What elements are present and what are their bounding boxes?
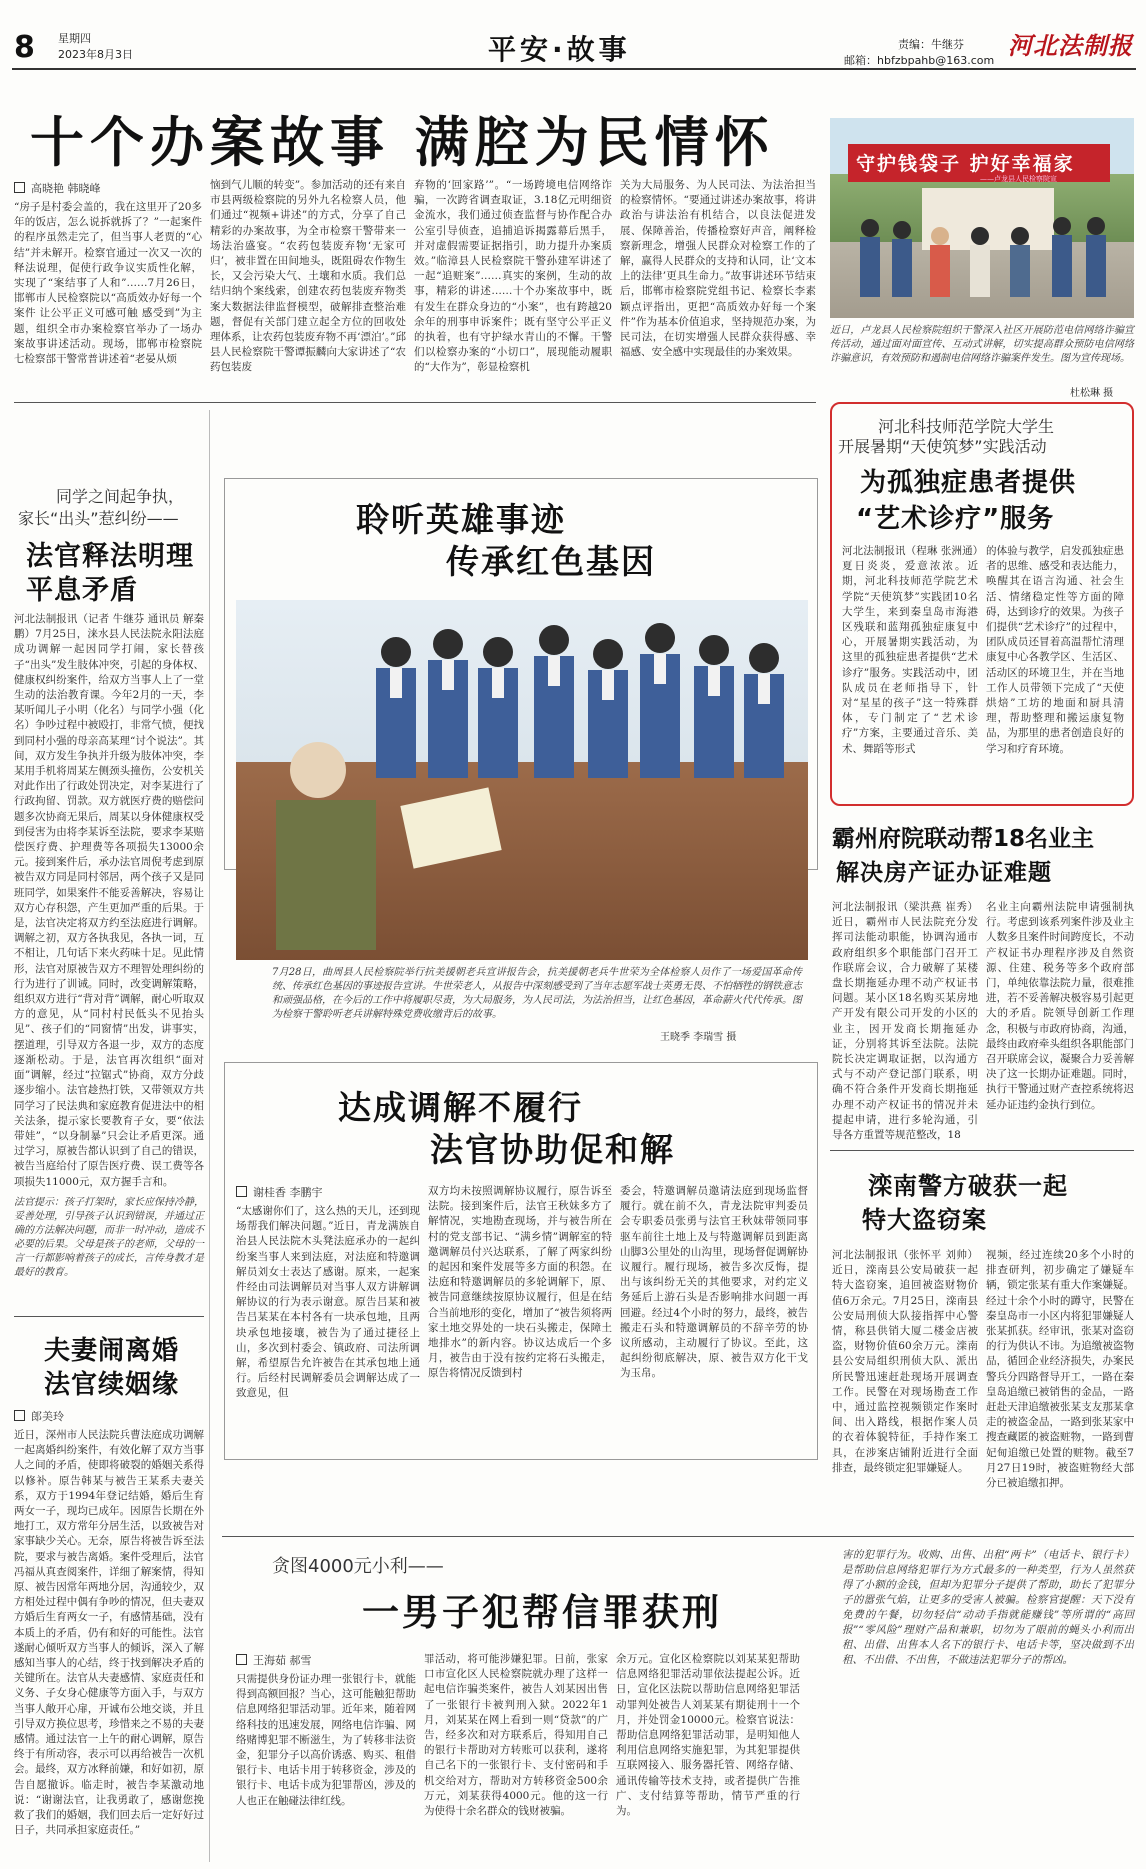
autism-headline-1: 为孤独症患者提供 <box>860 468 1077 498</box>
main-col-3: 弃物的‘回家路’”。“一场跨境电信网络诈骗，一次跨省调查取证，3.18亿元明细资金流水，我们通过侦查监督与协作配合办公室引导侦查，追捕追诉揭露幕后黑手，并对虚假需要证据指引，助力提升办案质效。”临漳县人民检察院干警孙建军讲述了一起“追赃案”……真实的案例，生动的故事，精彩的讲述……十个办案故事中，既有发生在群众身边的“小案”，也有跨越20余年的刑事申诉案件；既有坚守公平正义的执着，也有守护绿水青山的不懈。干警们以检察办案的“小切口”，展现能动履职的“大作为”，彰显检察机 <box>414 179 612 374</box>
mediation-col-2: 双方均未按照调解协议履行，原告诉至法院。接到案件后，法官王秋妹多方了解情况，实地勘查现场，并与被告所在村的党支部书记、“满乡情”调解室的特邀调解员付兴达联系，了解了两家纠纷的起因和案件发展等多方面的积怨。在法庭和特邀调解员的多轮调解下，原、被告同意继续按原协议履行，但是在结合当前地形的变化，增加了“被告须将两家土地交界处的一块石头搬走，保障土地排水”的新内容。协议达成后一个多月，被告由于没有按约定将石头搬走，原告将情况反馈到村 <box>428 1185 612 1380</box>
date: 2023年8月3日 <box>58 48 133 61</box>
mediation-col-1: “太感谢你们了，这么热的天儿，还到现场帮我们解决问题。”近日，青龙满族自治县人民法院木头凳法庭承办的一起纠纷案当事人来到法庭，对法庭和特邀调解员刘女士表达了感谢。原来，一起案件经由司法调解员对当事人双方讲解调解协议的行为表示谢意。原告吕某和被告吕某某在本村各有一块承包地，且两块承包地接壤，被告为了通过捷径上山，多次到村委会、镇政府、司法所调解，希望原告允许被告在其承包地上通行。后经村民调解委员会调解达成了一致意见，但 <box>236 1205 420 1400</box>
fraud-col-3: 余万元。宣化区检察院以刘某某犯帮助信息网络犯罪活动罪依法提起公诉。近日，宣化区法院以帮助信息网络犯罪活动罪判处被告人刘某某有期徒刑十一个月，并处罚金10000元。检察官说法：帮助信息网络犯罪活动罪，是明知他人利用信息网络实施犯罪，为其犯罪提供互联网接入、服务器托管、网络存储、通讯传输等技术支持，或者提供广告推广、支付结算等帮助，情节严重的行为。 <box>616 1653 800 1818</box>
bazhou-bottom-rule <box>830 1150 1134 1151</box>
mediation-byline: 谢桂香 李鹏宇 <box>236 1184 323 1200</box>
paper-logo-text: 河北法制报 <box>1008 31 1133 60</box>
main-headline: 十个办案故事 满腔为民情怀 <box>30 111 775 174</box>
hero-headline-1: 聆听英雄事迹 <box>356 500 566 539</box>
hero-headline-2: 传承红色基因 <box>446 542 656 581</box>
autism-kicker-1: 河北科技师范学院大学生 <box>878 417 1055 436</box>
classmates-headline-1: 法官释法明理 <box>26 541 194 572</box>
luannan-col-1: 河北法制报讯（张怀平 刘帅）近日，滦南县公安局破获一起特大盗窃案，追回被盗财物价值6万余元。7月25日，滦南县公安局刑侦大队接指挥中心警情，称县供销大厦二楼金店被盗，财物价值60余万元。滦南县公安局组织刑侦大队、派出所民警迅速赶赴现场开展调查工作。民警在对现场勘查工作中，通过监控视频锁定作案时间、出入路线，根据作案人员的衣着体貌特征，手持作案工具，在涉案店铺附近进行全面排查，最终锁定犯罪嫌疑人。 <box>832 1249 978 1474</box>
classmates-kicker-2: 家长“出头”惹纠纷—— <box>18 509 179 528</box>
autism-kicker-2: 开展暑期“天使筑梦”实践活动 <box>838 437 1047 456</box>
main-col-1: “房子是村委会盖的，我在这里开了20多年的饭店，怎么说拆就拆了？”一起案件的程序虽然走完了，但当事人老贾的“心结”并未解开。检察官通过一次又一次的释法说理，促使行政争议实质性化解，实现了“案结事了人和”……7月26日，邯郸市人民检察院以“高质效办好每一个案件 让公平正义可感可触 感受到”为主题，组织全市办案检察官举办了一场办案故事讲述活动。现场，邯郸市检察院七检察部干警常普讲述着“老晏从烦 <box>14 201 202 366</box>
luannan-col-2: 视频，经过连续20多个小时的排查研判，初步确定了嫌疑车辆，锁定张某有重大作案嫌疑。经过十余个小时的蹲守，民警在秦皇岛市一小区内将犯罪嫌疑人张某抓获。经审讯，张某对盗窃的行为供认不讳。为追缴被盗物品，循回企业经济损失，办案民警兵分四路督导开工，一路在秦皇岛追缴已被销售的金品，一路赶赴天津追缴被张某支友那某拿走的被盗金品，一路到张某家中搜查藏匿的被盗赃物，一路到曹妃甸追缴已处置的赃物。截至7月27日19时，被盗赃物经大部分已被追缴扣押。 <box>986 1249 1134 1490</box>
fraud-byline: 王海茹 郝雪 <box>236 1652 312 1668</box>
weekday: 星期四 <box>58 32 91 45</box>
autism-col-2: 的体验与教学，启发孤独症患者的思维、感受和表达能力，唤醒其在语言沟通、社会生活、情绪稳定性等方面的障碍，达到诊疗的效果。为孩子们提供“艺术诊疗”的过程中，团队成员还冒着高温帮忙清理康复中心各教学区、生活区、活动区的环境卫生，并在当地工作人员带领下完成了“天使烘焙”工坊的地面和厨具清理，帮助整理和搬运康复物品，为那里的患者创造良好的学习和疗育环境。 <box>986 545 1124 755</box>
fraud-col-4: 害的犯罪行为。收购、出售、出租“两卡”（电话卡、银行卡）是帮助信息网络犯罪行为方式最多的一种类型，行为人虽然获得了小额的金钱，但却为犯罪分子提供了帮助，助长了犯罪分子的嚣张气焰，让更多的受害人被骗。检察官提醒：天下没有免费的午餐，切勿轻信“动动手指就能赚钱”等所谓的“高回报”“零风险”理财产品和兼职，切勿为了眼前的蝇头小利而出租、出借、出售本人名下的银行卡、电话卡等，坚决做到不出租、不出借、不出售，不做违法犯罪分子的帮凶。 <box>842 1549 1134 1666</box>
bazhou-headline-2: 解决房产证办证难题 <box>836 860 1052 886</box>
editor: 责编：牛继芬 <box>898 38 964 51</box>
luannan-headline-1: 滦南警方破获一起 <box>868 1172 1068 1200</box>
bazhou-col-2: 名业主向霸州法院申请强制执行。考虑到该系列案件涉及业主人数多且案件时间跨度长，不动产权证书办理程序涉及自然资源、住建、税务等多个政府部门，单纯依靠法院力量，很难推进，若不妥善解决极容易引起更大的矛盾。院领导创新工作理念，积极与市政府协商，沟通，最终由政府牵头组织各职能部门召开联席会议，凝聚合力妥善解决了这一长期办证难题。同时，执行干警通过财产查控系统将迟延办证违约金执行到位。 <box>986 901 1134 1111</box>
main-byline: 高晓艳 韩晓峰 <box>14 180 101 196</box>
main-col-4: 关为大局服务、为人民司法、为法治担当的检察情怀。“要通过讲述办案故事，将讲政治与讲法治有机结合，以良法促进发展、保障善治，传播检察好声音，阐释检察新理念，增强人民群众对检察工作的了解，赢得人民群众的支持和认同，让‘文本上的法律’更具生命力。”故事讲述环节结束后，邯郸市检察院党组书记、检察长李素颖点评指出，更把“高质效办好每一个案件”作为基本价值追求，坚持规范办案，为民司法，在切实增强人民群众获得感、幸福感、安全感中实现最佳的办案效果。 <box>620 179 816 359</box>
page-number: 8 <box>14 30 35 65</box>
email: 邮箱：hbfzbpahb@163.com <box>844 54 995 67</box>
section-title: 平安·故事 <box>488 33 631 66</box>
masthead <box>0 0 1146 70</box>
mediation-col-3: 委会，特邀调解员邀请法庭到现场监督履行。就在前不久，青龙法院审判委员会专职委员张勇与法官王秋妹带领同事驱车前往土地上及与特邀调解员到距离山脚3公里处的山沟里，现场督促调解协议履行。履行现场，被告多次反悔，提出与该纠纷无关的其他要求，对约定义务延后上游石头是否影响排水问题一再回避。经过4个小时的努力，最终，被告搬走石头和特邀调解员的不辞辛劳的协议所感动，主动履行了协议。至此，这起纠纷彻底解决，原、被告双方化干戈为玉帛。 <box>620 1185 808 1380</box>
left-column-divider <box>14 1316 204 1317</box>
hero-photo-scene <box>236 600 808 960</box>
classmates-kicker-1: 同学之间起争执， <box>56 487 185 506</box>
left-column-vertical-rule <box>209 410 210 1862</box>
masthead-rule <box>12 68 1136 70</box>
fraud-top-rule <box>222 1536 1134 1537</box>
bazhou-col-1: 河北法制报讯（梁洪燕 崔秀）近日，霸州市人民法院充分发挥司法能动职能，协调沟通市政府组织多个职能部门召开工作联席会议，合力破解了某楼盘长期拖延办理不动产权证书问题。某小区18名购买某房地产开发有限公司开发的小区的业主，因开发商长期拖延办证，分别将其诉至法院。法院院长决定调取证据，以沟通方式与不动产登记部门联系，明确不符合条件开发商长期拖延办理不动产权证书的情况并未提起申请，进行多轮沟通，引导各方重置等规范整改，18 <box>832 901 978 1142</box>
prevention-credit: 杜松琳 摄 <box>1070 388 1114 399</box>
photo-banner-sub: ——卢龙县人民检察院宣 <box>980 175 1057 183</box>
paper-logo <box>1008 26 1136 62</box>
main-story-bottom-rule <box>14 402 816 403</box>
hero-photo <box>236 600 808 960</box>
hero-caption: 7月28日，曲周县人民检察院举行抗美援朝老兵宣讲报告会，抗美援朝老兵牛世荣为全体检察人员作了一场爱国革命传统、传承红色基因的事迹报告宣讲。牛世荣老人，从报告中深刻感受到了当年志愿军战士英勇无畏、不怕牺牲的钢铁意志和顽强品格，在今后的工作中将履职尽责，为大局服务，为人民司法，为法治担当，让红色基因，革命薪火代代传承。图为检察干警聆听老兵讲解特殊党费收缴背后的故事。 <box>272 967 802 1020</box>
classmates-body: 河北法制报讯（记者 牛继芬 通讯员 解秦鹏）7月25日，涞水县人民法院永阳法庭成功调解一起因同学打闹，家长替孩子“出头”发生肢体冲突，引起的身体权、健康权纠纷案件，给双方当事人上了一堂生动的法治教育课。今年2月的一天，李某听闻儿子小明（化名）与同学小强（化名）争吵过程中被殴打，非常气愤，便找到同村小强的母亲高某理“讨个说法”。其间，双方发生争执并升级为肢体冲突，李某用手机将周某左侧颈头撞伤，公安机关对此作出了行政处罚决定，对李某进行了行政拘留、罚款。双方就医疗费的赔偿问题多次协商无果后，周某以身体健康权受到侵害为由将李某诉至法院，要求李某赔偿医疗费、护理费等各项损失13000余元。接到案件后，承办法官周倪考虑到原被告双方同是同村邻居，两个孩子又是同班同学，如果案件不能妥善解决，容易让双方心存积怨，产生更加严重的后果。于是，法官决定将双方约至法庭进行调解。调解之初，双方各执我见，各执一词，互不相让，几句话下来火药味十足。见此情形，法官对原被告双方不理智处理纠纷的行为进行了训诫。同时，改变调解策略，组织双方进行“背对背”调解，耐心听取双方的意见，从“同村村民低头不见抬头见”、孩子们的“同窗情”出发，讲事实，摆道理，引导双方各退一步，双方的态度逐渐松动。于是，法官再次组织“面对面”调解，经过“拉锯式”协商，双方分歧逐步缩小。法官趁热打铁，又带领双方共同学习了民法典和家庭教育促进法中的相关法条，提示家长要教育子女，要“依法带娃”，“以身制暴”只会让矛盾更深。通过学习，原被告都认识到了自己的错误，被告当庭给付了原告医疗费、误工费等各项损失11000元，双方握手言和。 <box>14 613 204 1188</box>
main-col-2: 恼到气儿顺的转变”。参加活动的还有来自市县两级检察院的另外九名检察人员，他们通过“视频+讲述”的方式，分享了自己精彩的办案故事，为全市检察干警带来一场法治盛宴。“农药包装废弃物‘无家可归’，被非置在田间地头，既阻碍农作物生长，又会污染大气、土壤和水质。我们总结归纳个案线索，创建农药包装废弃物类案大数据法律监督模型，破解排查整治难题，督促有关部门建立起全方位的回收处理体系，让农药包装废弃物不再‘漂泊’。”邱县人民检察院干警谭振麟向大家讲述了“农药包装废 <box>210 179 406 374</box>
bazhou-headline-1: 霸州府院联动帮18名业主 <box>832 826 1095 852</box>
mediation-headline-1: 达成调解不履行 <box>338 1088 583 1127</box>
fraud-kicker: 贪图4000元小利—— <box>272 1556 444 1577</box>
fraud-col-1: 只需提供身份证办理一张银行卡，就能得到高额回报？当心，这可能触犯帮助信息网络犯罪活动罪。近年来，随着网络科技的迅速发展，网络电信诈骗、网络赌博犯罪不断滋生，为了转移非法资金，犯罪分子以高价诱惑、购买、租借银行卡、电话卡用于转移资金，涉及的银行卡、电话卡成为犯罪帮凶，涉及的人也正在触碰法律红线。 <box>236 1673 416 1807</box>
prevention-caption: 近日，卢龙县人民检察院组织干警深入社区开展防范电信网络诈骗宣传活动，通过面对面宣传、互动式讲解，切实提高群众预防电信网络诈骗意识，有效预防和遏制电信网络诈骗案件发生。图为宣传现场。 <box>830 325 1134 364</box>
divorce-byline: 郎美玲 <box>14 1408 64 1424</box>
classmates-headline-2: 平息矛盾 <box>26 575 138 606</box>
classmates-tip: 法官提示：孩子打架时，家长应保持冷静，妥善处理，引导孩子认识到错误，并通过正确的方法解决问题，而非一时冲动，造成不必要的后果。父母是孩子的老师，父母的一言一行都影响着孩子的成长，言传身教才是最好的教育。 <box>14 1197 204 1278</box>
luannan-headline-2: 特大盗窃案 <box>862 1206 987 1234</box>
autism-headline-2: “艺术诊疗”服务 <box>856 504 1055 534</box>
divorce-body: 近日，深州市人民法院兵曹法庭成功调解一起离婚纠纷案件，有效化解了双方当事人之间的矛盾，使即将破裂的婚姻关系得以修补。原告韩某与被告王某系夫妻关系，双方于1994年登记结婚，婚后生育两女一子，现均已成年。因原告长期在外地打工，双方常年分居生活，以致被告对家事缺少关心。无奈，原告将被告诉至法院，要求与被告离婚。案件受理后，法官冯福从真查阅案件，详细了解案情，得知原、被告因常年两地分居，沟通较少，双方相处过程中偶有争吵的情况，但夫妻双方婚后生育两女一子，有感情基础，没有本质上的矛盾，仍有和好的可能性。法官遂耐心倾听双方当事人的倾诉，深入了解感知当事人的心结，终于找到解决矛盾的关键所在。法官从夫妻感情、家庭责任和义务、子女身心健康等方面入手，与双方当事人敞开心扉，开诚布公地交谈，并且引导双方换位思考，珍惜来之不易的夫妻感情。通过法官一上午的耐心调解，原告终于有所动容，表示可以再给被告一次机会。最终，双方冰释前嫌，和好如初，原告自愿撤诉。临走时，被告李某激动地说：“谢谢法官，让我勇敢了，感谢您挽救了我们的婚姻，我们回去后一定好好过日子，共同承担家庭责任。” <box>14 1429 204 1837</box>
prevention-photo <box>830 118 1134 318</box>
prevention-photo-scene <box>830 118 1134 318</box>
mediation-headline-2: 法官协助促和解 <box>430 1130 675 1169</box>
fraud-headline: 一男子犯帮信罪获刑 <box>362 1591 722 1634</box>
autism-col-1: 河北法制报讯（程琳 张洲通）夏日炎炎，爱意浓浓。近期，河北科技师范学院艺术学院“天使筑梦”实践团10名大学生，来到秦皇岛市海港区残联和蓝翔孤独症康复中心，开展暑期实践活动，为这里的孤独症患者提供“艺术诊疗”服务。实践活动中，团队成员在老师指导下，针对“星星的孩子”这一特殊群体，专门制定了“艺术诊疗”方案，主要通过音乐、美术、舞蹈等形式 <box>842 545 978 755</box>
hero-credit: 王晓季 李瑞雪 摄 <box>660 1032 737 1043</box>
photo-banner-text: 守护钱袋子 护好幸福家 <box>856 153 1075 175</box>
fraud-col-2: 罪活动，将可能涉嫌犯罪。日前，张家口市宣化区人民检察院就办理了这样一起电信诈骗类案件，被告人刘某因出售了一张银行卡被判刑入狱。2022年1月，刘某某在网上看到一则“贷款”的广告，经多次和对方联系后，得知用自己的银行卡帮助对方转账可以获利，遂将自己名下的一张银行卡、支付密码和手机交给对方，帮助对方转移资金500余万元，刘某获得4000元。他的这一行为使得十余名群众的钱财被骗。 <box>424 1653 608 1818</box>
divorce-headline-1: 夫妻闹离婚 <box>44 1336 180 1366</box>
divorce-headline-2: 法官续姻缘 <box>44 1370 180 1400</box>
